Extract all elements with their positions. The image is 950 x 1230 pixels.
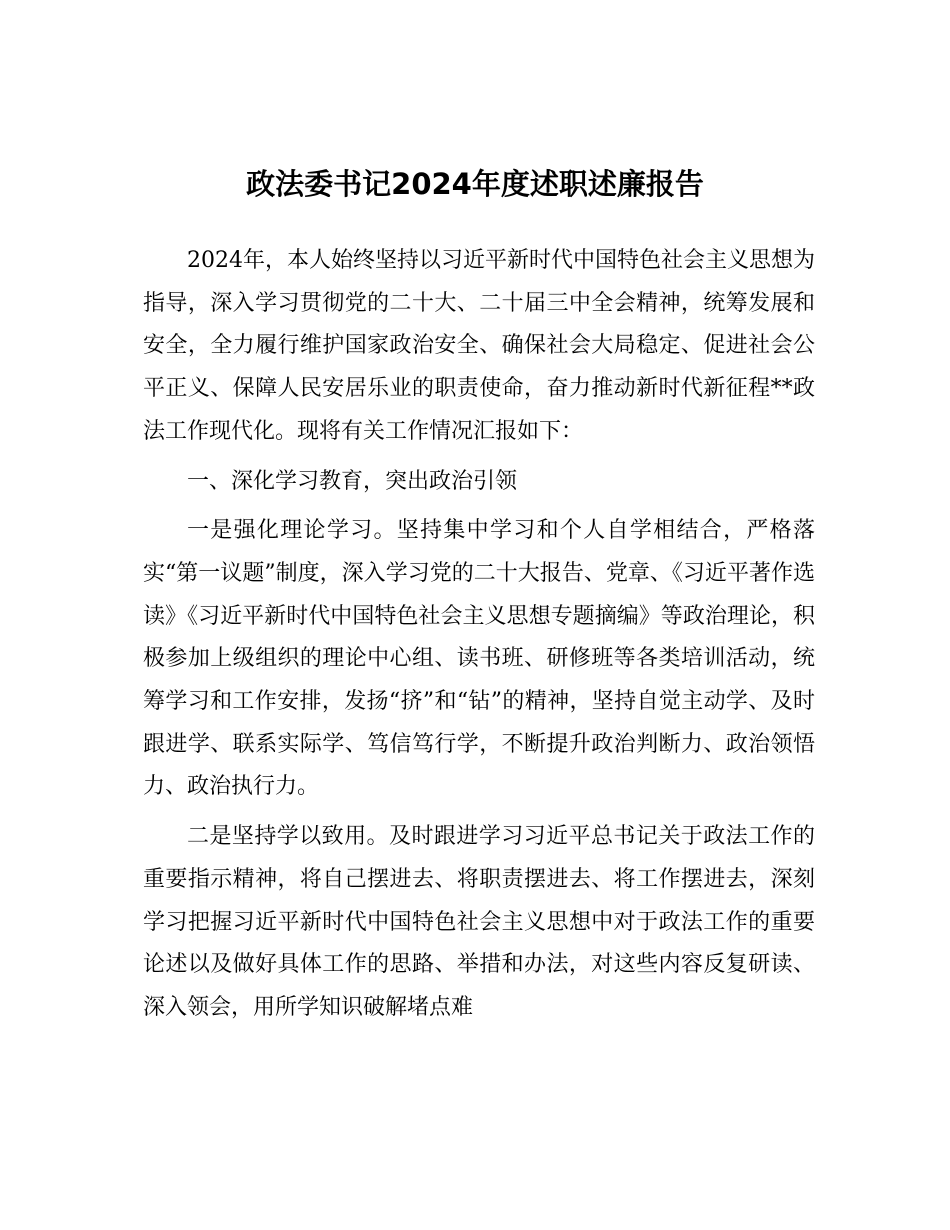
paragraph-theory-study: 一是强化理论学习。坚持集中学习和个人自学相结合，严格落实“第一议题”制度，深入学习党的二十大报告、党章、《习近平著作选读》《习近平新时代中国特色社会主义思想专题摘编》等政治理论，积极参加上级组织的理论中心组、读书班、研修班等各类培训活动，统筹学习和工作安排，发扬“挤”和“钻”的精神，坚持自觉主动学、及时跟进学、联系实际学、笃信笃行学，不断提升政治判断力、政治领悟力、政治执行力。 xyxy=(143,518,815,800)
paragraph-apply-learning: 二是坚持学以致用。及时跟进学习习近平总书记关于政法工作的重要指示精神，将自己摆进去、将职责摆进去、将工作摆进去，深刻学习把握习近平新时代中国特色社会主义思想中对于政法工作的重要论述以及做好具体工作的思路、举措和办法，对这些内容反复研读、深入领会，用所学知识破解堵点难 xyxy=(143,824,815,1020)
document-title: 政法委书记2024年度述职述廉报告 xyxy=(246,167,704,201)
document-body xyxy=(143,240,815,1030)
paragraph-intro: 2024年，本人始终坚持以习近平新时代中国特色社会主义思想为指导，深入学习贯彻党的二十大、二十届三中全会精神，统筹发展和安全，全力履行维护国家政治安全、确保社会大局稳定、促进社会公平正义、保障人民安居乐业的职责使命，奋力推动新时代新征程**政法工作现代化。现将有关工作情况汇报如下： xyxy=(143,248,815,444)
section-heading-1: 一、深化学习教育，突出政治引领 xyxy=(187,468,518,494)
